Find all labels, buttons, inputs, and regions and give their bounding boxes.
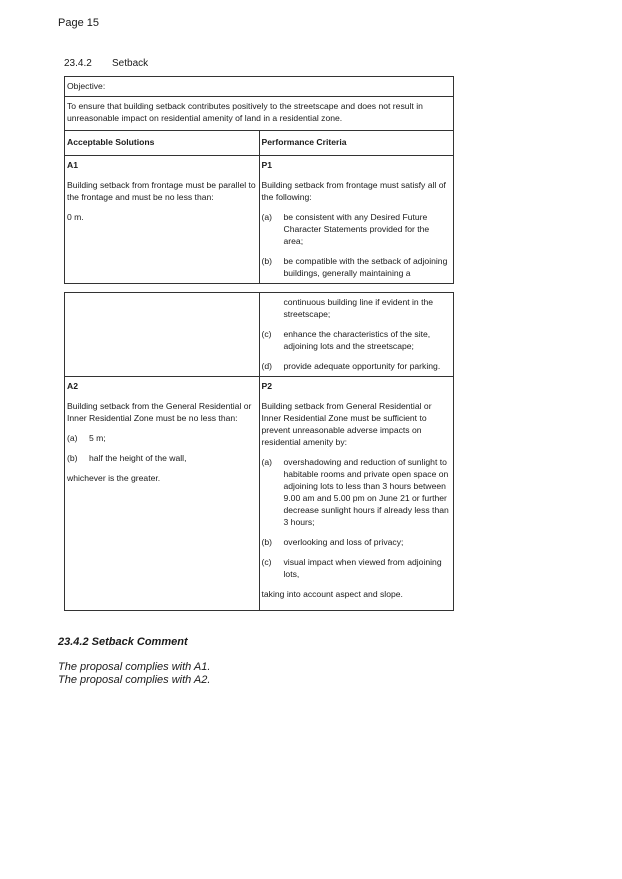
section-title: Setback	[112, 58, 149, 69]
p2-item-c-text: visual impact when viewed from adjoining lots,	[283, 557, 442, 579]
a2-item-a-text: 5 m;	[89, 433, 106, 443]
a1-code: A1	[67, 160, 78, 170]
p2-code: P2	[261, 381, 273, 391]
p2-item-b-text: overlooking and loss of privacy;	[283, 537, 404, 547]
p1-item-b-label: (b)	[261, 256, 273, 266]
p2-item-c	[262, 556, 452, 580]
p1-cell	[259, 156, 454, 284]
objective-label: Objective:	[67, 81, 106, 91]
a1-value: 0 m.	[67, 212, 84, 222]
a2-item-b-label: (b)	[67, 453, 78, 463]
comment-line-a1: The proposal complies with A1.	[58, 661, 211, 673]
a1-continued-cell	[65, 293, 260, 377]
a2-item-b-text: half the height of the wall,	[89, 453, 187, 463]
p1-item-c-label: (c)	[261, 329, 272, 339]
section-number: 23.4.2	[64, 58, 92, 69]
section-heading	[64, 58, 148, 69]
p1-intro: Building setback from frontage must satisfy all of the following:	[261, 180, 446, 202]
p2-item-a	[262, 456, 452, 528]
a2-item-a	[67, 432, 257, 444]
p1-item-a	[262, 211, 452, 247]
p1-item-d	[262, 360, 452, 372]
objective-label-cell	[65, 77, 454, 97]
p1-item-d-label: (d)	[261, 361, 273, 371]
objective-text: To ensure that building setback contributes positively to the streetscape and does not result in unreasonable impact on residential amenity of land in a residential zone.	[67, 101, 423, 123]
page-number: Page 15	[58, 17, 99, 29]
comment-title: 23.4.2 Setback Comment	[58, 636, 188, 648]
p2-cell	[259, 377, 454, 611]
p1-item-b-continued: continuous building line if evident in the streetscape;	[283, 297, 434, 319]
p1-item-d-text: provide adequate opportunity for parking.	[283, 361, 441, 371]
p2-item-a-text: overshadowing and reduction of sunlight to habitable rooms and private open space on adjoining lots to less than 3 hours between 9.00 am and 5.00 pm on June 21 or further decrease sunlight hours if already less than 3 hours;	[283, 457, 449, 527]
comment-line-a2: The proposal complies with A2.	[58, 674, 211, 686]
a1-text: Building setback from frontage must be parallel to the frontage and must be no less than:	[67, 180, 256, 202]
p1-item-c-text: enhance the characteristics of the site, adjoining lots and the streetscape;	[283, 329, 431, 351]
setback-table-part-1	[64, 76, 454, 284]
setback-table-part-2	[64, 292, 454, 611]
a1-cell	[65, 156, 260, 284]
a2-code: A2	[67, 381, 78, 391]
a2-text: Building setback from the General Residential or Inner Residential Zone must be no less than:	[67, 401, 252, 423]
p1-item-b-text: be compatible with the setback of adjoining buildings, generally maintaining a	[283, 256, 448, 278]
header-performance-label: Performance Criteria	[261, 137, 347, 147]
p2-item-b	[262, 536, 452, 548]
a2-closing: whichever is the greater.	[67, 473, 161, 483]
p1-continued-cell	[259, 293, 454, 377]
header-acceptable-label: Acceptable Solutions	[67, 137, 155, 147]
p2-item-c-label: (c)	[261, 557, 272, 567]
header-acceptable-solutions	[65, 131, 260, 156]
p1-item-c	[262, 328, 452, 352]
a2-item-b	[67, 452, 257, 464]
a2-cell	[65, 377, 260, 611]
p1-item-b	[262, 255, 452, 279]
p2-closing: taking into account aspect and slope.	[261, 589, 403, 599]
header-performance-criteria	[259, 131, 454, 156]
objective-text-cell	[65, 97, 454, 131]
p2-intro: Building setback from General Residential or Inner Residential Zone must be sufficient to prevent unreasonable adverse impacts on residential amenity by:	[261, 401, 432, 447]
p1-item-a-text: be consistent with any Desired Future Character Statements provided for the area;	[283, 212, 430, 246]
p2-item-b-label: (b)	[261, 537, 273, 547]
p2-item-a-label: (a)	[261, 457, 273, 467]
a2-item-a-label: (a)	[67, 433, 78, 443]
p1-code: P1	[261, 160, 273, 170]
p1-item-a-label: (a)	[261, 212, 273, 222]
